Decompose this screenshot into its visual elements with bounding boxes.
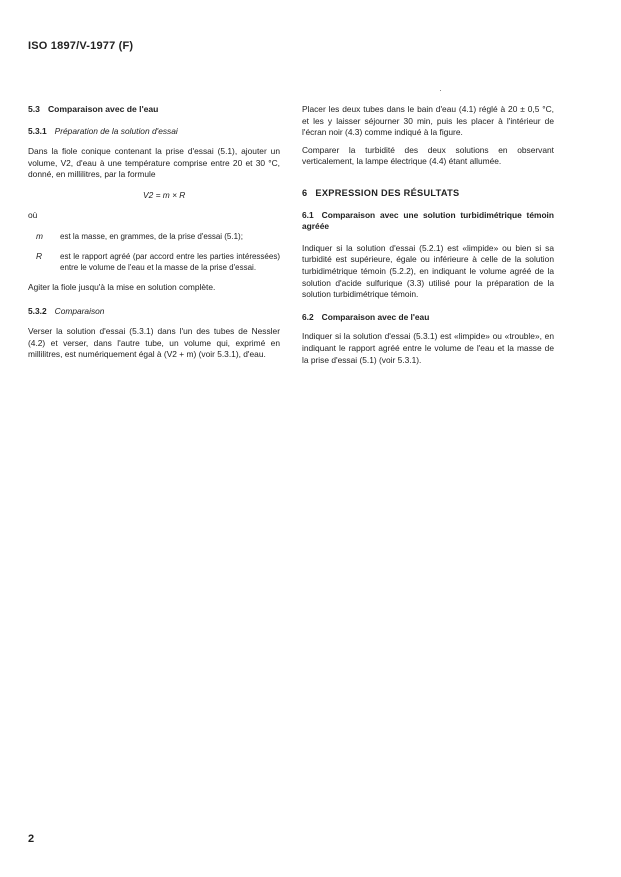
page-number: 2 [28,833,35,845]
section-number: 5.3 [28,104,40,114]
section-title: Comparaison avec une solution turbidimétrique témoin agréée [302,209,554,232]
definition-r [28,251,280,274]
section-number: 6 [302,187,308,198]
section-title: Comparaison avec de l'eau [321,311,430,322]
section-number: 6.1 [302,209,314,220]
paragraph-6-1: Indiquer si la solution d'essai (5.2.1) est «limpide» ou bien si sa turbidité est supérieure, égale ou inférieure à celle de la solution turbidimétrique témoin (5.2.2), en indiquant le volume agréé de la solution d'acide sulfurique (3.3) utilisé pour la préparation de la solution turbidimétrique témoin. [302,242,554,300]
section-number: 5.3.2 [28,305,47,316]
paragraph-comparer: Comparer la turbidité des deux solutions en observant verticalement, la lampe électrique (4.4) étant allumée. [302,144,554,167]
definition-symbol: m [36,231,43,242]
document-header: ISO 1897/V-1977 (F) [28,40,134,52]
section-title: EXPRESSION DES RÉSULTATS [315,187,460,198]
section-5-3-heading [28,104,280,116]
paragraph-agiter: Agiter la fiole jusqu'à la mise en solution complète. [28,281,216,292]
definition-symbol: R [36,250,43,261]
section-title: Comparaison [54,305,105,316]
section-6-heading [302,188,554,200]
section-6-1-heading [302,210,554,233]
section-number: 6.2 [302,311,314,322]
section-title: Comparaison avec de l'eau [47,104,159,114]
paragraph-placer: Placer les deux tubes dans le bain d'eau (4.1) réglé à 20 ± 0,5 °C, et les y laisser séjourner 30 min, puis les placer à l'intérieur de l'écran noir (4.3) comme indiqué à la figure. [302,104,554,138]
section-6-2-heading [302,312,554,324]
where-label: où [28,209,38,220]
section-title: Préparation de la solution d'essai [54,125,178,136]
definition-text: est le rapport agréé (par accord entre les parties intéressées) entre le volume de l'eau et la masse de la prise d'essai. [60,251,280,273]
paragraph-6-2: Indiquer si la solution d'essai (5.3.1) est «limpide» ou «trouble», en indiquant le rapport agréé entre le volume de l'eau et la masse de la prise d'essai (5.1) (voir 5.3.1). [302,331,554,365]
right-column [302,104,554,366]
section-5-3-1-heading [28,126,280,138]
section-number: 5.3.1 [28,125,47,136]
scan-speck [440,90,441,91]
section-5-3-2-heading [28,306,280,318]
paragraph-preparation: Dans la fiole conique contenant la prise d'essai (5.1), ajouter un volume, V2, d'eau à une température comprise entre 20 et 30 °C, donné, en millilitres, par la formule [28,146,280,180]
left-column [28,104,280,361]
paragraph-comparaison: Verser la solution d'essai (5.3.1) dans l'un des tubes de Nessler (4.2) et verser, dans l'autre tube, un volume qui, exprimé en millilitres, est numériquement égal à (V2 + m) (voir 5.3.1), d'eau. [28,326,280,360]
definition-text: est la masse, en grammes, de la prise d'essai (5.1); [60,232,243,242]
formula: V2 = m × R [143,189,186,200]
definition-m [28,231,280,243]
